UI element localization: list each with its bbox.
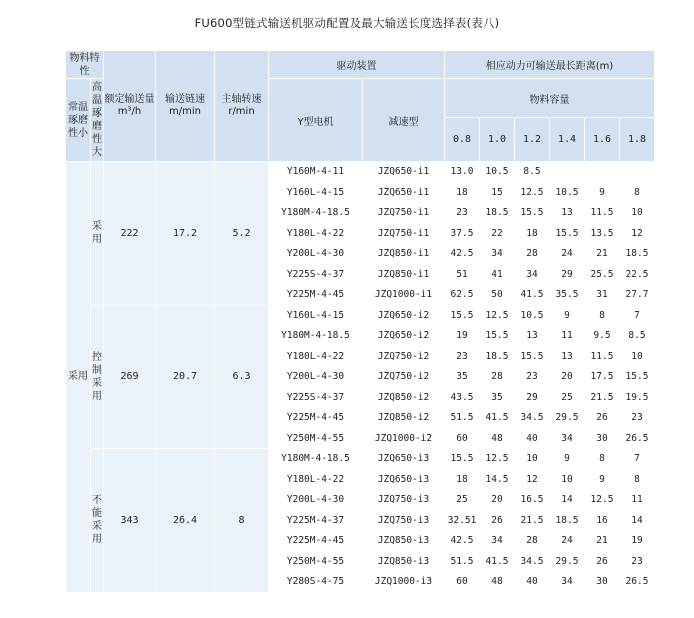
distance-cell: 19 bbox=[620, 531, 654, 551]
distance-cell: 29 bbox=[550, 265, 584, 285]
density-header-cell: 1.0 bbox=[480, 118, 514, 161]
distance-cell: 18.5 bbox=[550, 511, 584, 531]
distance-cell: 23 bbox=[620, 552, 654, 572]
distance-cell: 26 bbox=[585, 408, 619, 428]
reducer-cell: JZQ750-i1 bbox=[363, 224, 444, 244]
distance-cell: 14.5 bbox=[480, 470, 514, 490]
chain-speed-cell: 17.2 bbox=[156, 162, 214, 305]
distance-cell: 23 bbox=[445, 347, 479, 367]
distance-cell: 51.5 bbox=[445, 552, 479, 572]
high-temp-header: 高温琢磨性大 bbox=[91, 79, 103, 161]
distance-cell: 40 bbox=[515, 572, 549, 592]
reducer-cell: JZQ850-i3 bbox=[363, 552, 444, 572]
distance-cell: 18 bbox=[515, 224, 549, 244]
motor-cell: Y225M-4-45 bbox=[269, 408, 362, 428]
motor-cell: Y180L-4-22 bbox=[269, 347, 362, 367]
chain-speed-cell: 20.7 bbox=[156, 306, 214, 449]
distance-cell: 10 bbox=[550, 470, 584, 490]
distance-cell: 42.5 bbox=[445, 244, 479, 264]
distance-cell: 60 bbox=[445, 429, 479, 449]
reducer-cell: JZQ650-i1 bbox=[363, 162, 444, 182]
distance-cell: 30 bbox=[585, 429, 619, 449]
distance-cell: 24 bbox=[550, 244, 584, 264]
distance-cell: 12 bbox=[515, 470, 549, 490]
distance-cell: 21 bbox=[585, 531, 619, 551]
reducer-header: 减速型 bbox=[363, 79, 444, 161]
distance-cell: 23 bbox=[515, 367, 549, 387]
distance-cell: 19 bbox=[445, 326, 479, 346]
distance-cell: 34 bbox=[550, 572, 584, 592]
distance-cell: 14 bbox=[620, 511, 654, 531]
distance-cell: 13.5 bbox=[585, 224, 619, 244]
distance-cell: 35 bbox=[480, 388, 514, 408]
distance-cell: 24 bbox=[550, 531, 584, 551]
distance-cell: 29 bbox=[515, 388, 549, 408]
motor-cell: Y250M-4-55 bbox=[269, 552, 362, 572]
distance-cell: 15.5 bbox=[515, 203, 549, 223]
distance-cell: 15.5 bbox=[515, 347, 549, 367]
motor-cell: Y160L-4-15 bbox=[269, 306, 362, 326]
reducer-cell: JZQ850-i2 bbox=[363, 408, 444, 428]
distance-cell: 7 bbox=[620, 306, 654, 326]
distance-cell: 10 bbox=[620, 203, 654, 223]
distance-cell: 26.5 bbox=[620, 572, 654, 592]
distance-cell: 8 bbox=[620, 470, 654, 490]
distance-cell: 7 bbox=[620, 449, 654, 469]
distance-cell: 15 bbox=[480, 183, 514, 203]
chain-speed-cell: 26.4 bbox=[156, 449, 214, 592]
density-header: 物料容量 bbox=[445, 79, 654, 117]
reducer-cell: JZQ1000-i1 bbox=[363, 285, 444, 305]
distance-cell: 41 bbox=[480, 265, 514, 285]
distance-cell bbox=[620, 162, 654, 182]
distance-cell: 48 bbox=[480, 429, 514, 449]
distance-cell: 9 bbox=[550, 449, 584, 469]
distance-cell: 35.5 bbox=[550, 285, 584, 305]
distance-cell: 32.51 bbox=[445, 511, 479, 531]
distance-cell: 11.5 bbox=[585, 347, 619, 367]
distance-cell: 15.5 bbox=[550, 224, 584, 244]
distance-cell: 34 bbox=[550, 429, 584, 449]
capacity-cell: 269 bbox=[104, 306, 155, 449]
distance-cell: 29.5 bbox=[550, 408, 584, 428]
distance-cell: 18 bbox=[445, 470, 479, 490]
distance-cell: 11 bbox=[620, 490, 654, 510]
capacity-cell: 343 bbox=[104, 449, 155, 592]
distance-cell: 12.5 bbox=[480, 449, 514, 469]
distance-cell: 26.5 bbox=[620, 429, 654, 449]
distance-cell: 13 bbox=[550, 347, 584, 367]
distance-cell: 37.5 bbox=[445, 224, 479, 244]
drive-device-header: 驱动装置 bbox=[269, 51, 444, 78]
distance-cell: 26 bbox=[585, 552, 619, 572]
distance-cell: 8.5 bbox=[620, 326, 654, 346]
motor-cell: Y225S-4-37 bbox=[269, 265, 362, 285]
reducer-cell: JZQ750-i2 bbox=[363, 347, 444, 367]
chain-speed-header: 输送链速m/min bbox=[156, 51, 214, 161]
reducer-cell: JZQ850-i3 bbox=[363, 531, 444, 551]
distance-cell: 60 bbox=[445, 572, 479, 592]
distance-cell: 11.5 bbox=[585, 203, 619, 223]
distance-cell: 41.5 bbox=[480, 552, 514, 572]
motor-cell: Y180M-4-18.5 bbox=[269, 326, 362, 346]
reducer-cell: JZQ1000-i3 bbox=[363, 572, 444, 592]
distance-cell: 35 bbox=[445, 367, 479, 387]
distance-cell: 25 bbox=[550, 388, 584, 408]
reducer-cell: JZQ750-i3 bbox=[363, 490, 444, 510]
motor-cell: Y180M-4-18.5 bbox=[269, 449, 362, 469]
density-header-cell: 1.2 bbox=[515, 118, 549, 161]
distance-cell: 50 bbox=[480, 285, 514, 305]
distance-cell: 23 bbox=[620, 408, 654, 428]
distance-cell: 8.5 bbox=[515, 162, 549, 182]
motor-cell: Y225M-4-45 bbox=[269, 285, 362, 305]
distance-cell: 15.5 bbox=[480, 326, 514, 346]
distance-cell: 16.5 bbox=[515, 490, 549, 510]
normal-temp-cell: 采用 bbox=[66, 162, 90, 592]
motor-cell: Y160L-4-15 bbox=[269, 183, 362, 203]
table-row bbox=[66, 306, 654, 326]
motor-cell: Y200L-4-30 bbox=[269, 490, 362, 510]
distance-cell: 25.5 bbox=[585, 265, 619, 285]
distance-cell: 14 bbox=[550, 490, 584, 510]
distance-cell: 22.5 bbox=[620, 265, 654, 285]
distance-cell bbox=[550, 162, 584, 182]
rated-capacity-header: 额定输送量m³/h bbox=[104, 51, 155, 161]
distance-cell: 12.5 bbox=[480, 306, 514, 326]
reducer-cell: JZQ650-i1 bbox=[363, 183, 444, 203]
distance-cell: 13 bbox=[550, 203, 584, 223]
distance-cell: 10 bbox=[620, 347, 654, 367]
distance-cell: 9 bbox=[550, 306, 584, 326]
shaft-speed-cell: 5.2 bbox=[215, 162, 268, 305]
shaft-speed-header: 主轴转速r/min bbox=[215, 51, 268, 161]
distance-cell: 9 bbox=[585, 470, 619, 490]
distance-cell: 18.5 bbox=[480, 203, 514, 223]
distance-cell: 34.5 bbox=[515, 408, 549, 428]
density-header-cell: 1.8 bbox=[620, 118, 654, 161]
distance-cell: 21.5 bbox=[515, 511, 549, 531]
max-distance-header: 相应动力可输送最长距离(m) bbox=[445, 51, 654, 78]
distance-cell: 18 bbox=[445, 183, 479, 203]
reducer-cell: JZQ650-i2 bbox=[363, 306, 444, 326]
distance-cell: 34 bbox=[515, 265, 549, 285]
motor-cell: Y250M-4-55 bbox=[269, 429, 362, 449]
table-row bbox=[66, 162, 654, 182]
distance-cell bbox=[585, 162, 619, 182]
distance-cell: 51 bbox=[445, 265, 479, 285]
distance-cell: 17.5 bbox=[585, 367, 619, 387]
distance-cell: 16 bbox=[585, 511, 619, 531]
distance-cell: 18.5 bbox=[620, 244, 654, 264]
distance-cell: 12.5 bbox=[515, 183, 549, 203]
reducer-cell: JZQ850-i2 bbox=[363, 388, 444, 408]
capacity-cell: 222 bbox=[104, 162, 155, 305]
distance-cell: 34 bbox=[480, 244, 514, 264]
distance-cell: 13 bbox=[515, 326, 549, 346]
distance-cell: 12.5 bbox=[585, 490, 619, 510]
distance-cell: 62.5 bbox=[445, 285, 479, 305]
distance-cell: 40 bbox=[515, 429, 549, 449]
motor-cell: Y200L-4-30 bbox=[269, 244, 362, 264]
distance-cell: 21 bbox=[585, 244, 619, 264]
high-temp-cell: 采用 bbox=[91, 162, 103, 305]
motor-cell: Y225M-4-37 bbox=[269, 511, 362, 531]
reducer-cell: JZQ650-i3 bbox=[363, 449, 444, 469]
distance-cell: 26 bbox=[480, 511, 514, 531]
shaft-speed-cell: 8 bbox=[215, 449, 268, 592]
distance-cell: 29.5 bbox=[550, 552, 584, 572]
distance-cell: 13.0 bbox=[445, 162, 479, 182]
distance-cell: 8 bbox=[620, 183, 654, 203]
motor-cell: Y160M-4-11 bbox=[269, 162, 362, 182]
reducer-cell: JZQ650-i2 bbox=[363, 326, 444, 346]
distance-cell: 30 bbox=[585, 572, 619, 592]
distance-cell: 23 bbox=[445, 203, 479, 223]
distance-cell: 9 bbox=[585, 183, 619, 203]
distance-cell: 20 bbox=[480, 490, 514, 510]
distance-cell: 28 bbox=[515, 531, 549, 551]
distance-cell: 21.5 bbox=[585, 388, 619, 408]
reducer-cell: JZQ750-i3 bbox=[363, 511, 444, 531]
motor-cell: Y180L-4-22 bbox=[269, 224, 362, 244]
reducer-cell: JZQ850-i1 bbox=[363, 265, 444, 285]
motor-cell: Y200L-4-30 bbox=[269, 367, 362, 387]
distance-cell: 27.7 bbox=[620, 285, 654, 305]
distance-cell: 8 bbox=[585, 306, 619, 326]
reducer-cell: JZQ1000-i2 bbox=[363, 429, 444, 449]
distance-cell: 19.5 bbox=[620, 388, 654, 408]
reducer-cell: JZQ750-i1 bbox=[363, 203, 444, 223]
distance-cell: 28 bbox=[515, 244, 549, 264]
distance-cell: 20 bbox=[550, 367, 584, 387]
motor-cell: Y225S-4-37 bbox=[269, 388, 362, 408]
distance-cell: 12 bbox=[620, 224, 654, 244]
distance-cell: 51.5 bbox=[445, 408, 479, 428]
distance-cell: 15.5 bbox=[445, 306, 479, 326]
distance-cell: 48 bbox=[480, 572, 514, 592]
reducer-cell: JZQ750-i2 bbox=[363, 367, 444, 387]
table-row bbox=[66, 449, 654, 469]
motor-header: Y型电机 bbox=[269, 79, 362, 161]
distance-cell: 15.5 bbox=[620, 367, 654, 387]
distance-cell: 8 bbox=[585, 449, 619, 469]
reducer-cell: JZQ650-i3 bbox=[363, 470, 444, 490]
distance-cell: 11 bbox=[550, 326, 584, 346]
distance-cell: 34.5 bbox=[515, 552, 549, 572]
distance-cell: 15.5 bbox=[445, 449, 479, 469]
distance-cell: 41.5 bbox=[480, 408, 514, 428]
distance-cell: 43.5 bbox=[445, 388, 479, 408]
motor-cell: Y180L-4-22 bbox=[269, 470, 362, 490]
high-temp-cell: 控制采用 bbox=[91, 306, 103, 449]
distance-cell: 22 bbox=[480, 224, 514, 244]
motor-cell: Y180M-4-18.5 bbox=[269, 203, 362, 223]
distance-cell: 28 bbox=[480, 367, 514, 387]
distance-cell: 34 bbox=[480, 531, 514, 551]
distance-cell: 42.5 bbox=[445, 531, 479, 551]
distance-cell: 10.5 bbox=[550, 183, 584, 203]
table-title: FU600型链式输送机驱动配置及最大输送长度选择表(表八) bbox=[194, 16, 500, 30]
distance-cell: 25 bbox=[445, 490, 479, 510]
normal-temp-header: 常温琢磨性小 bbox=[66, 79, 90, 161]
reducer-cell: JZQ850-i1 bbox=[363, 244, 444, 264]
motor-cell: Y225M-4-45 bbox=[269, 531, 362, 551]
density-header-cell: 1.6 bbox=[585, 118, 619, 161]
distance-cell: 10.5 bbox=[480, 162, 514, 182]
distance-cell: 9.5 bbox=[585, 326, 619, 346]
distance-cell: 10.5 bbox=[515, 306, 549, 326]
material-property-header: 物料特性 bbox=[66, 51, 103, 78]
density-header-cell: 0.8 bbox=[445, 118, 479, 161]
drive-config-table bbox=[65, 50, 655, 593]
distance-cell: 31 bbox=[585, 285, 619, 305]
density-header-cell: 1.4 bbox=[550, 118, 584, 161]
shaft-speed-cell: 6.3 bbox=[215, 306, 268, 449]
high-temp-cell: 不能采用 bbox=[91, 449, 103, 592]
distance-cell: 18.5 bbox=[480, 347, 514, 367]
motor-cell: Y280S-4-75 bbox=[269, 572, 362, 592]
distance-cell: 10 bbox=[515, 449, 549, 469]
distance-cell: 41.5 bbox=[515, 285, 549, 305]
